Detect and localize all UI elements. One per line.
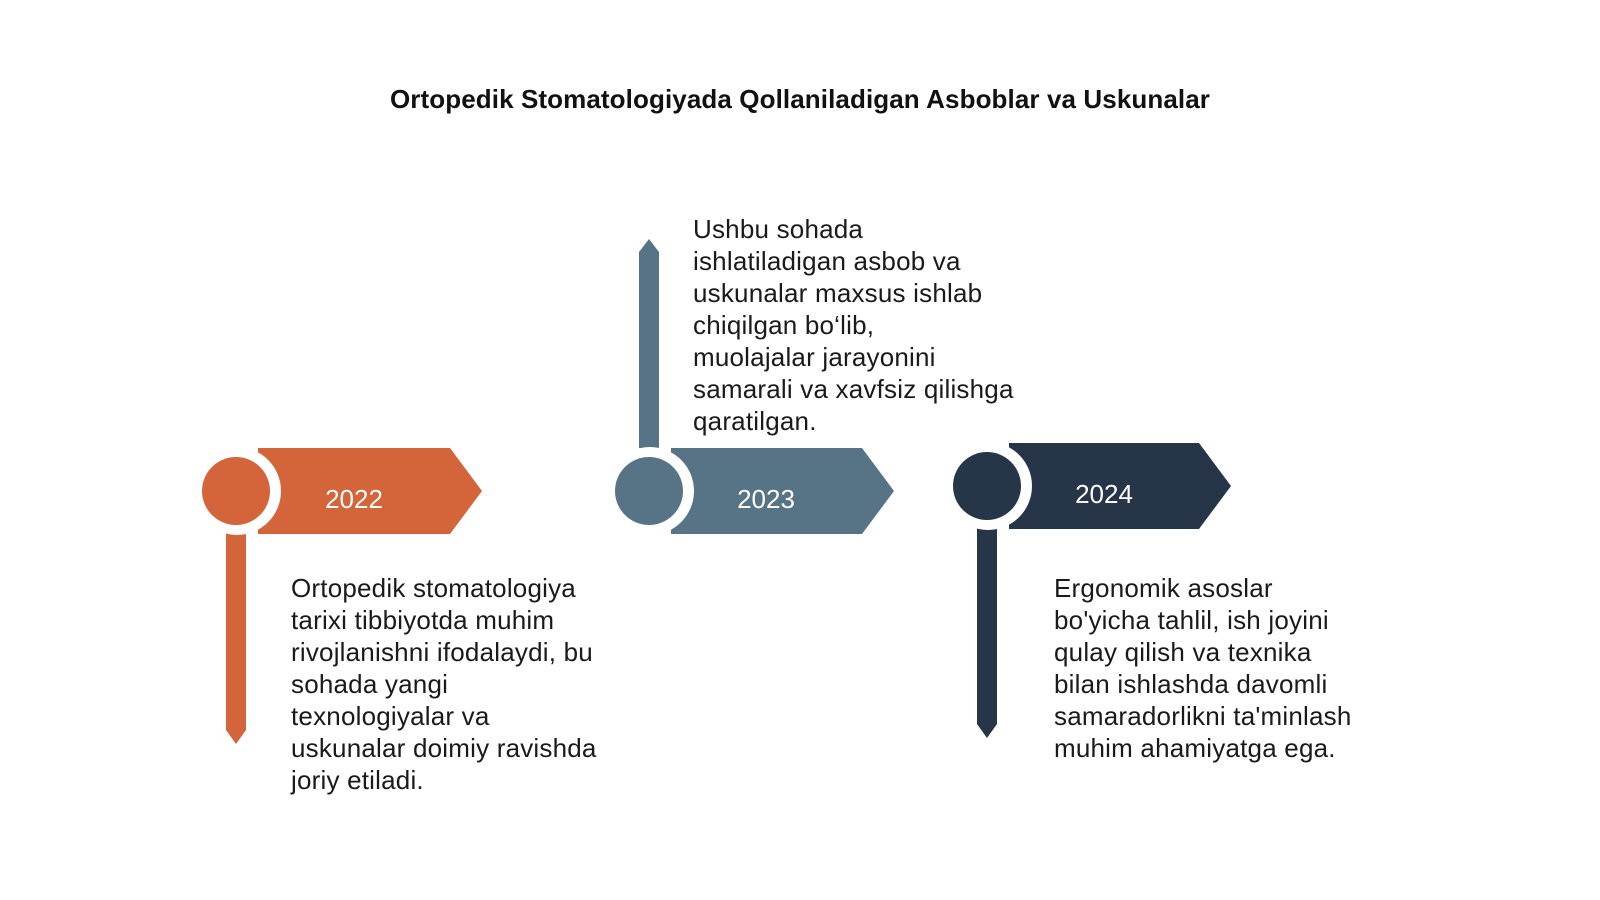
milestone-2022-dot [202, 457, 270, 525]
milestone-2023-stem [639, 252, 659, 448]
milestone-2022-description: Ortopedik stomatologiya tarixi tibbiyotda muhim rivojlanishni ifodalaydi, bu sohada yangi texnologiyalar va uskunalar doimiy ravishda joriy etiladi. [291, 573, 597, 795]
milestone-2024-stem-tip [977, 724, 997, 738]
milestone-2024-stem [977, 528, 997, 724]
milestone-2024-year: 2024 [1075, 479, 1133, 509]
milestone-2023-year: 2023 [737, 484, 795, 514]
page-title: Ortopedik Stomatologiyada Qollaniladigan Asboblar va Uskunalar [389, 84, 1211, 114]
milestone-2022-stem-tip [226, 730, 246, 744]
milestone-2023-dot [615, 457, 683, 525]
milestone-2024-dot [953, 452, 1021, 520]
milestone-2023-description: Ushbu sohada ishlatiladigan asbob va uskunalar maxsus ishlab chiqilgan bo‘lib, muolajalar jarayonini samarali va xavfsiz qilishga qaratilgan. [693, 214, 1014, 436]
milestone-2022-year: 2022 [325, 484, 383, 514]
milestone-2024-description: Ergonomik asoslar bo'yicha tahlil, ish joyini qulay qilish va texnika bilan ishlashda davomli samaradorlikni ta'minlash muhim ahamiyatga ega. [1054, 573, 1352, 763]
milestone-2023-stem-tip [639, 239, 659, 252]
milestone-2022-stem [226, 530, 246, 730]
